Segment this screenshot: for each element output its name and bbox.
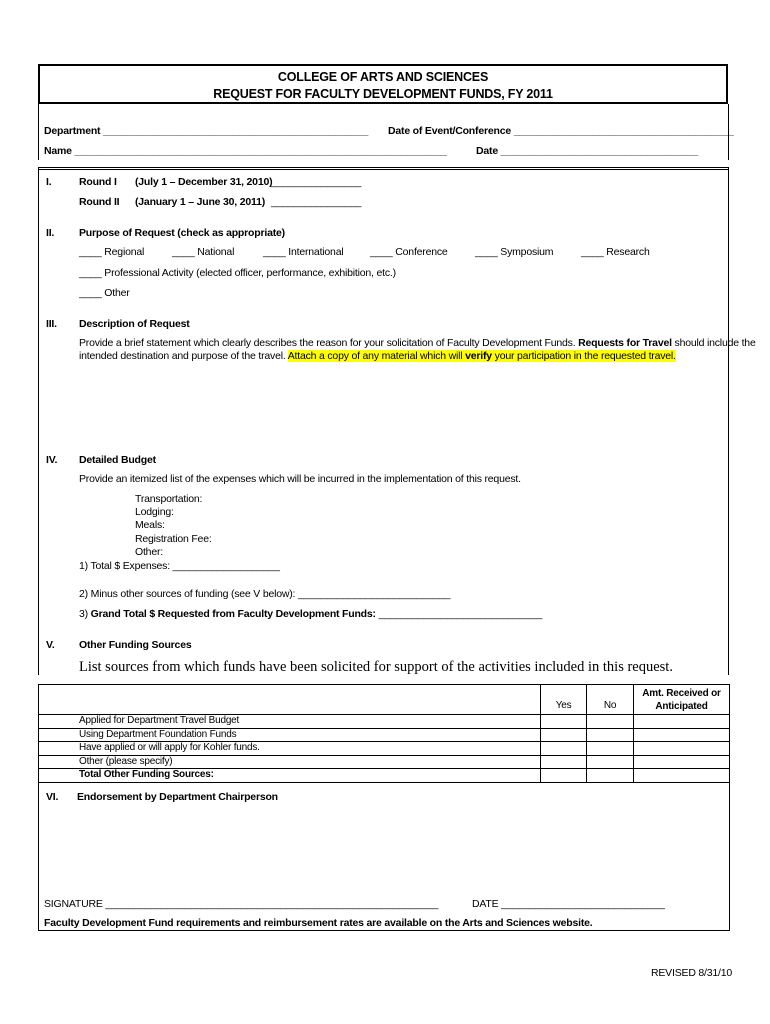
row-label: Have applied or will apply for Kohler funds.	[39, 742, 541, 756]
header-blank-cell	[39, 685, 541, 715]
section-4-title: Detailed Budget	[79, 454, 156, 466]
attach-copy-text: Attach a copy of any material which will	[287, 350, 463, 362]
date-field[interactable]: Date ___________________________________	[476, 145, 699, 157]
row-label: Applied for Department Travel Budget	[39, 715, 541, 729]
section-5-number: V.	[46, 639, 55, 651]
col-amount-line1: Amt. Received or	[642, 687, 721, 699]
purpose-regional[interactable]: ____ Regional	[79, 246, 145, 258]
budget-lodging: Lodging:	[135, 506, 174, 518]
round-2-dates: (January 1 – June 30, 2011)	[135, 196, 266, 208]
event-date-field[interactable]: Date of Event/Conference _______________________________________	[388, 125, 734, 137]
section-4-number: IV.	[46, 454, 58, 466]
table-header-row	[39, 685, 730, 715]
footer-note: Faculty Development Fund requirements and reimbursement rates are available on the Arts and Sciences website.	[44, 917, 593, 929]
section-6-number: VI.	[46, 791, 59, 803]
budget-registration: Registration Fee:	[135, 533, 212, 545]
name-field[interactable]: Name __________________________________________________________________	[44, 145, 447, 157]
requests-for-travel: Requests for Travel	[578, 337, 672, 349]
amount-cell[interactable]	[634, 728, 730, 742]
budget-total[interactable]: 1) Total $ Expenses: ___________________	[79, 560, 280, 572]
body-frame-left	[38, 167, 39, 675]
section-5-title: Other Funding Sources	[79, 639, 192, 651]
section-6-title: Endorsement by Department Chairperson	[77, 791, 278, 803]
grand-total-number: 3)	[79, 608, 88, 620]
section-1-number: I.	[46, 176, 52, 188]
section-6-frame-bottom	[38, 930, 730, 931]
form-header	[38, 64, 728, 104]
section-2-number: II.	[46, 227, 55, 239]
description-line-1	[79, 337, 756, 349]
department-field[interactable]: Department _______________________________________________	[44, 125, 369, 137]
yes-cell[interactable]	[541, 742, 587, 756]
budget-transportation: Transportation:	[135, 493, 203, 505]
form-title: REQUEST FOR FACULTY DEVELOPMENT FUNDS, FY 2011	[213, 87, 553, 101]
no-cell[interactable]	[587, 742, 634, 756]
description-text-2a: intended destination and purpose of the travel.	[79, 350, 286, 362]
signature-date-field[interactable]: DATE _____________________________	[472, 898, 665, 910]
col-no: No	[587, 685, 634, 715]
section-3-number: III.	[46, 318, 57, 330]
round-1-dates: (July 1 – December 31, 2010)	[135, 176, 273, 188]
college-title: COLLEGE OF ARTS AND SCIENCES	[277, 70, 489, 84]
row-label: Using Department Foundation Funds	[39, 728, 541, 742]
section-top-rule-2	[38, 169, 729, 170]
amount-cell[interactable]	[634, 715, 730, 729]
round-1-blank[interactable]: ________________	[271, 176, 362, 188]
frame-left	[38, 104, 39, 160]
table-row	[39, 728, 730, 742]
total-row-label: Total Other Funding Sources:	[39, 769, 541, 783]
description-text-1a: Provide a brief statement which clearly describes the reason for your solicitation of Faculty Development Funds.	[79, 337, 576, 349]
yes-cell[interactable]	[541, 769, 587, 783]
section-2-title: Purpose of Request (check as appropriate)	[79, 227, 285, 239]
col-yes: Yes	[541, 685, 587, 715]
revised-date: REVISED 8/31/10	[651, 967, 733, 979]
section-6-frame-left	[38, 782, 39, 930]
yes-cell[interactable]	[541, 755, 587, 769]
funding-sources-table	[38, 684, 730, 783]
table-row	[39, 742, 730, 756]
budget-intro: Provide an itemized list of the expenses which will be incurred in the implementation of this request.	[79, 473, 521, 485]
table-row	[39, 755, 730, 769]
amount-cell[interactable]	[634, 769, 730, 783]
description-text-1c: should include the	[674, 337, 756, 349]
yes-cell[interactable]	[541, 715, 587, 729]
purpose-national[interactable]: ____ National	[172, 246, 235, 258]
section-top-rule	[38, 167, 729, 168]
amount-cell[interactable]	[634, 755, 730, 769]
purpose-conference[interactable]: ____ Conference	[370, 246, 448, 258]
verify-word: verify	[465, 350, 492, 362]
purpose-international[interactable]: ____ International	[263, 246, 344, 258]
purpose-other[interactable]: ____ Other	[79, 287, 130, 299]
round-2-blank[interactable]: ________________	[271, 196, 362, 208]
budget-grand-total[interactable]	[79, 608, 542, 620]
no-cell[interactable]	[587, 769, 634, 783]
purpose-research[interactable]: ____ Research	[581, 246, 650, 258]
description-line-2	[79, 350, 676, 362]
budget-meals: Meals:	[135, 519, 165, 531]
table-total-row	[39, 769, 730, 783]
grand-total-label: Grand Total $ Requested from Faculty Development Funds:	[90, 608, 376, 620]
attach-copy-note	[288, 350, 676, 362]
budget-minus-other[interactable]: 2) Minus other sources of funding (see V below): ___________________________	[79, 588, 451, 600]
col-amount-line2: Anticipated	[655, 700, 708, 712]
yes-cell[interactable]	[541, 728, 587, 742]
amount-cell[interactable]	[634, 742, 730, 756]
budget-other: Other:	[135, 546, 163, 558]
purpose-symposium[interactable]: ____ Symposium	[475, 246, 554, 258]
row-label: Other (please specify)	[39, 755, 541, 769]
col-amount	[634, 685, 730, 715]
round-1-label: Round I	[79, 176, 117, 188]
no-cell[interactable]	[587, 728, 634, 742]
attach-copy-text-end: your participation in the requested travel.	[494, 350, 676, 362]
section-3-title: Description of Request	[79, 318, 190, 330]
signature-field[interactable]: SIGNATURE ___________________________________________________________	[44, 898, 439, 910]
body-frame-right	[728, 167, 729, 675]
section-6-frame-right	[729, 782, 730, 930]
table-row	[39, 715, 730, 729]
grand-total-blank: _____________________________	[378, 608, 543, 620]
funding-sources-note: List sources from which funds have been solicited for support of the activities included in this request.	[79, 659, 673, 675]
purpose-professional[interactable]: ____ Professional Activity (elected officer, performance, exhibition, etc.)	[79, 267, 396, 279]
round-2-label: Round II	[79, 196, 120, 208]
no-cell[interactable]	[587, 715, 634, 729]
no-cell[interactable]	[587, 755, 634, 769]
